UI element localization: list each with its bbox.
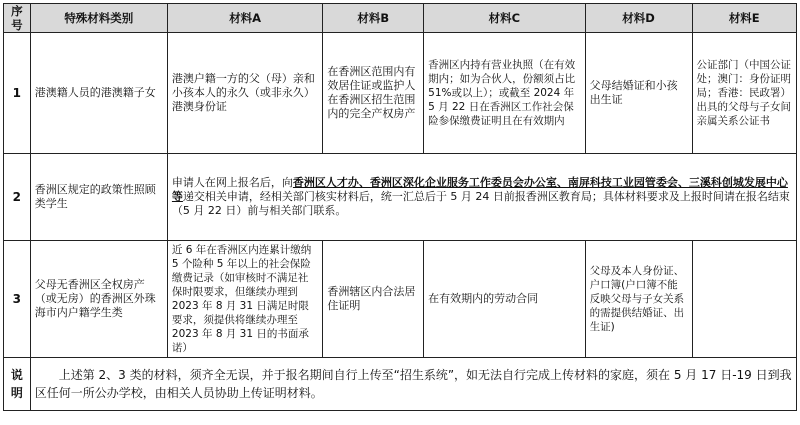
category-cell: 香洲区规定的政策性照顾类学生 xyxy=(30,154,167,241)
material-a-cell: 港澳户籍一方的父（母）亲和小孩本人的永久（或非永久）港澳身份证 xyxy=(167,33,322,154)
row-number: 2 xyxy=(4,154,31,241)
material-c-cell: 香洲区内持有营业执照（在有效期内；如为合伙人，份额须占比 51%或以上）；或截至 2024 年 5 月 22 日在香洲区工作社会保险参保缴费证明且在有效期内 xyxy=(424,33,586,154)
header-material-c: 材料C xyxy=(424,4,586,33)
policy-text-pre: 申请人在网上报名后，向 xyxy=(171,176,293,189)
row-number: 1 xyxy=(4,33,31,154)
table-row xyxy=(4,241,797,358)
material-e-cell xyxy=(692,241,797,358)
materials-table xyxy=(3,3,797,411)
material-e-cell: 公证部门（中国公证处；澳门：身份证明局；香港：民政署）出具的父母与子女间亲属关系公证书 xyxy=(692,33,797,154)
policy-departments: 香洲区人才办、香洲区深化企业服务工作委员会办公室、南屏科技工业园管委会、三溪科创城发展中心等 xyxy=(171,176,788,203)
material-b-cell: 香洲辖区内合法居住证明 xyxy=(323,241,424,358)
note-text: 上述第 2、3 类的材料，须齐全无误，并于报名期间自行上传至“招生系统”，如无法自行完成上传材料的家庭，须在 5 月 17 日-19 日到我区任何一所公办学校，由相关人员协助上传证明材料。 xyxy=(30,358,796,411)
header-no: 序号 xyxy=(4,4,31,33)
header-type: 特殊材料类别 xyxy=(30,4,167,33)
material-a-cell: 近 6 年在香洲区内连累计缴纳 5 个险种 5 年以上的社会保险缴费记录（如审核时不满足社保时限要求，但继续办理到 2023 年 8 月 31 日满足时限要求，须提供将继续办理至 2023 年 8 月 31 日的书面承诺） xyxy=(167,241,322,358)
category-cell: 父母无香洲区全权房产（或无房）的香洲区外珠海市内户籍学生类 xyxy=(30,241,167,358)
category-cell: 港澳籍人员的港澳籍子女 xyxy=(30,33,167,154)
material-d-cell: 父母及本人身份证、户口簿(户口簿不能反映父母与子女关系的需提供结婚证、出生证) xyxy=(585,241,692,358)
note-row xyxy=(4,358,797,411)
material-b-cell: 在香洲区范围内有效居住证或监护人在香洲区招生范围内的完全产权房产 xyxy=(323,33,424,154)
note-label: 说明 xyxy=(4,358,31,411)
table-row xyxy=(4,33,797,154)
material-c-cell: 在有效期内的劳动合同 xyxy=(424,241,586,358)
material-d-cell: 父母结婚证和小孩出生证 xyxy=(585,33,692,154)
header-material-b: 材料B xyxy=(323,4,424,33)
policy-description-cell xyxy=(167,154,796,241)
header-material-e: 材料E xyxy=(692,4,797,33)
header-material-a: 材料A xyxy=(167,4,322,33)
header-row xyxy=(4,4,797,33)
policy-text-post: 递交相关申请，经相关部门核实材料后，统一汇总后于 5 月 24 日前报香洲区教育局；具体材料要求及上报时间请在报名结束（5 月 22 日）前与相关部门联系。 xyxy=(171,190,790,217)
header-material-d: 材料D xyxy=(585,4,692,33)
row-number: 3 xyxy=(4,241,31,358)
table-row xyxy=(4,154,797,241)
